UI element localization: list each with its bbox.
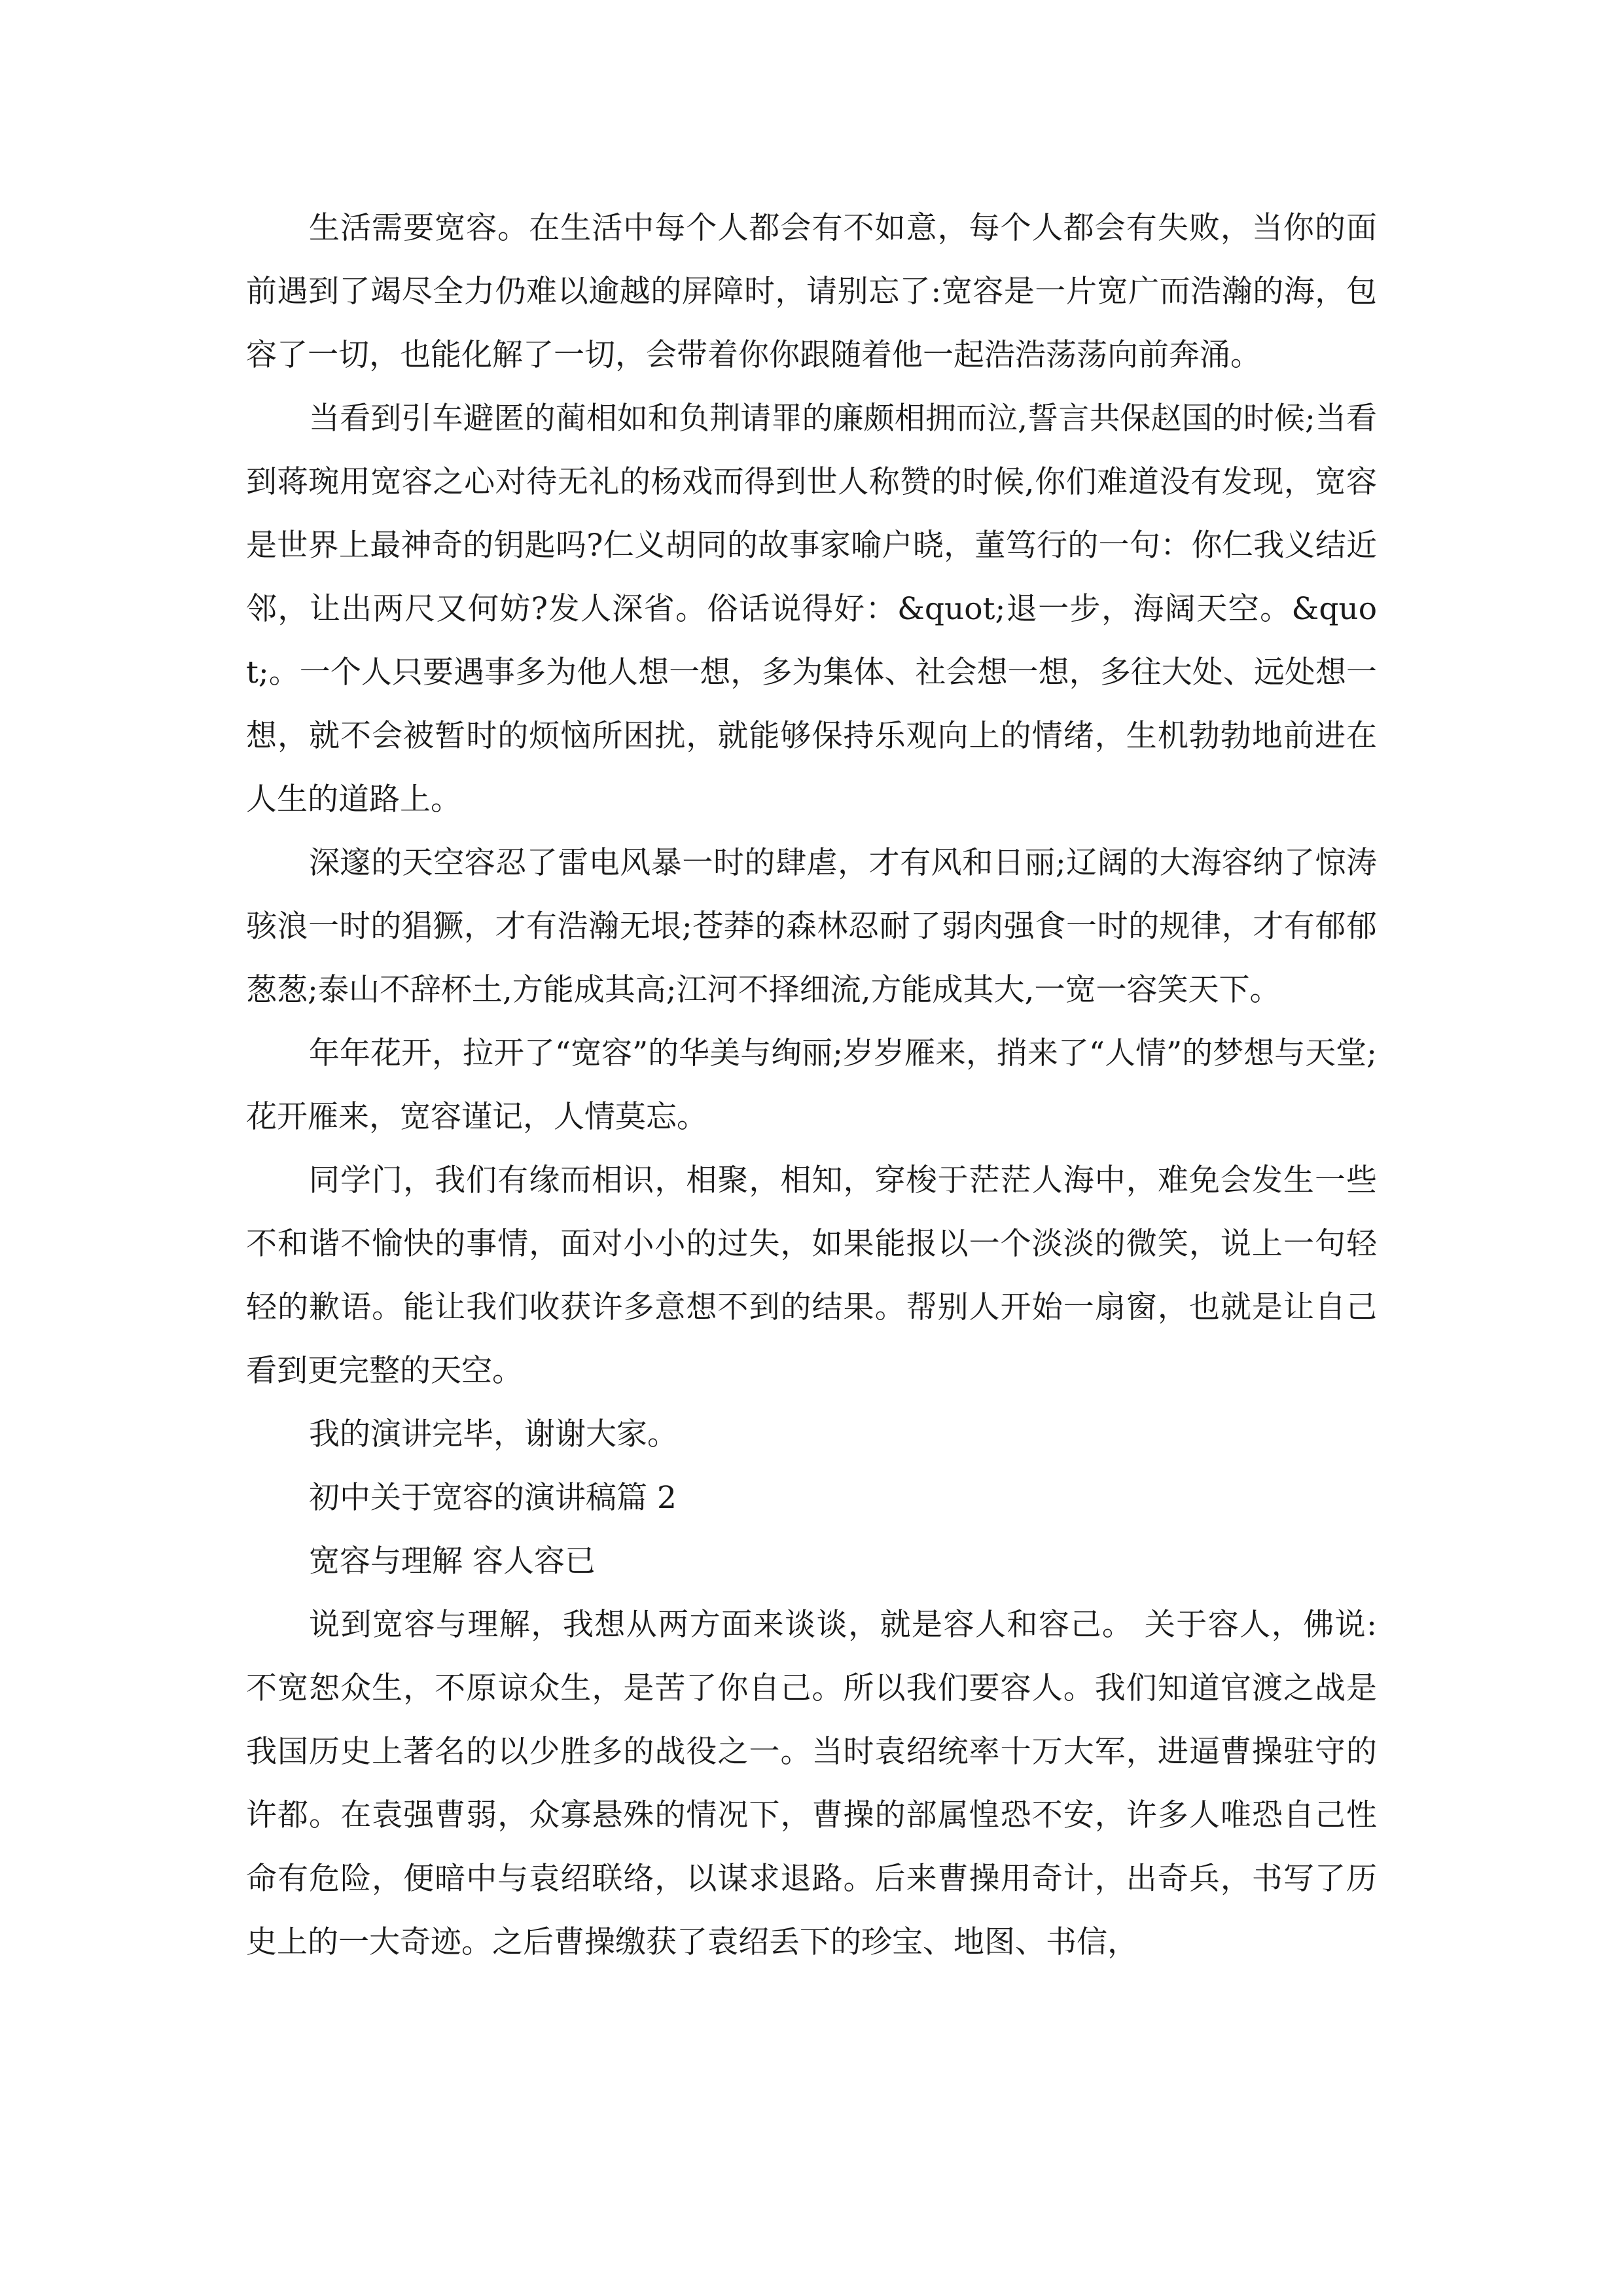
section-heading: 初中关于宽容的演讲稿篇 2: [309, 1480, 677, 1516]
paragraph-2: 当看到引车避匿的蔺相如和负荆请罪的廉颇相拥而泣,誓言共保赵国的时候;当看到蒋琬用宽容之心对待无礼的杨戏而得到世人称赞的时候,你们难道没有发现，宽容是世界上最神奇的钥匙吗?仁义胡同的故事家喻户晓，董笃行的一句：你仁我义结近邻，让出两尺又何妨?发人深省。俗话说得好：&quot;退一步，海阔天空。&quot;。一个人只要遇事多为他人想一想，多为集体、社会想一想，多往大处、远处想一想，就不会被暂时的烦恼所困扰，就能够保持乐观向上的情绪，生机勃勃地前进在人生的道路上。: [246, 401, 1377, 817]
document-body: [246, 196, 1377, 1974]
section-subtitle: 宽容与理解 容人容已: [309, 1543, 596, 1579]
paragraph-3: 深邃的天空容忍了雷电风暴一时的肆虐，才有风和日丽;辽阔的大海容纳了惊涛骇浪一时的猖獗，才有浩瀚无垠;苍莽的森林忍耐了弱肉强食一时的规律，才有郁郁葱葱;泰山不辞杯土,方能成其高;江河不择细流,方能成其大,一宽一容笑天下。: [246, 845, 1377, 1008]
closing-line: 我的演讲完毕，谢谢大家。: [309, 1416, 678, 1452]
paragraph-4: 年年花开，拉开了“宽容”的华美与绚丽;岁岁雁来，捎来了“人情”的梦想与天堂;花开雁来，宽容谨记，人情莫忘。: [246, 1035, 1377, 1135]
paragraph-1: 生活需要宽容。在生活中每个人都会有不如意，每个人都会有失败，当你的面前遇到了竭尽全力仍难以逾越的屏障时，请别忘了:宽容是一片宽广而浩瀚的海，包容了一切，也能化解了一切，会带着你你跟随着他一起浩浩荡荡向前奔涌。: [246, 210, 1377, 373]
paragraph-6: 说到宽容与理解，我想从两方面来谈谈，就是容人和容己。 关于容人，佛说: 不宽恕众生，不原谅众生，是苦了你自己。所以我们要容人。我们知道官渡之战是我国历史上著名的以少胜多的战役之一。当时袁绍统率十万大军，进逼曹操驻守的许都。在袁强曹弱，众寡悬殊的情况下，曹操的部属惶恐不安，许多人唯恐自己性命有危险，便暗中与袁绍联络，以谋求退路。后来曹操用奇计，出奇兵，书写了历史上的一大奇迹。之后曹操缴获了袁绍丢下的珍宝、地图、书信，: [246, 1607, 1377, 1960]
paragraph-5: 同学门，我们有缘而相识，相聚，相知，穿梭于茫茫人海中，难免会发生一些不和谐不愉快的事情，面对小小的过失，如果能报以一个淡淡的微笑，说上一句轻轻的歉语。能让我们收获许多意想不到的结果。帮别人开始一扇窗，也就是让自己看到更完整的天空。: [246, 1162, 1377, 1389]
